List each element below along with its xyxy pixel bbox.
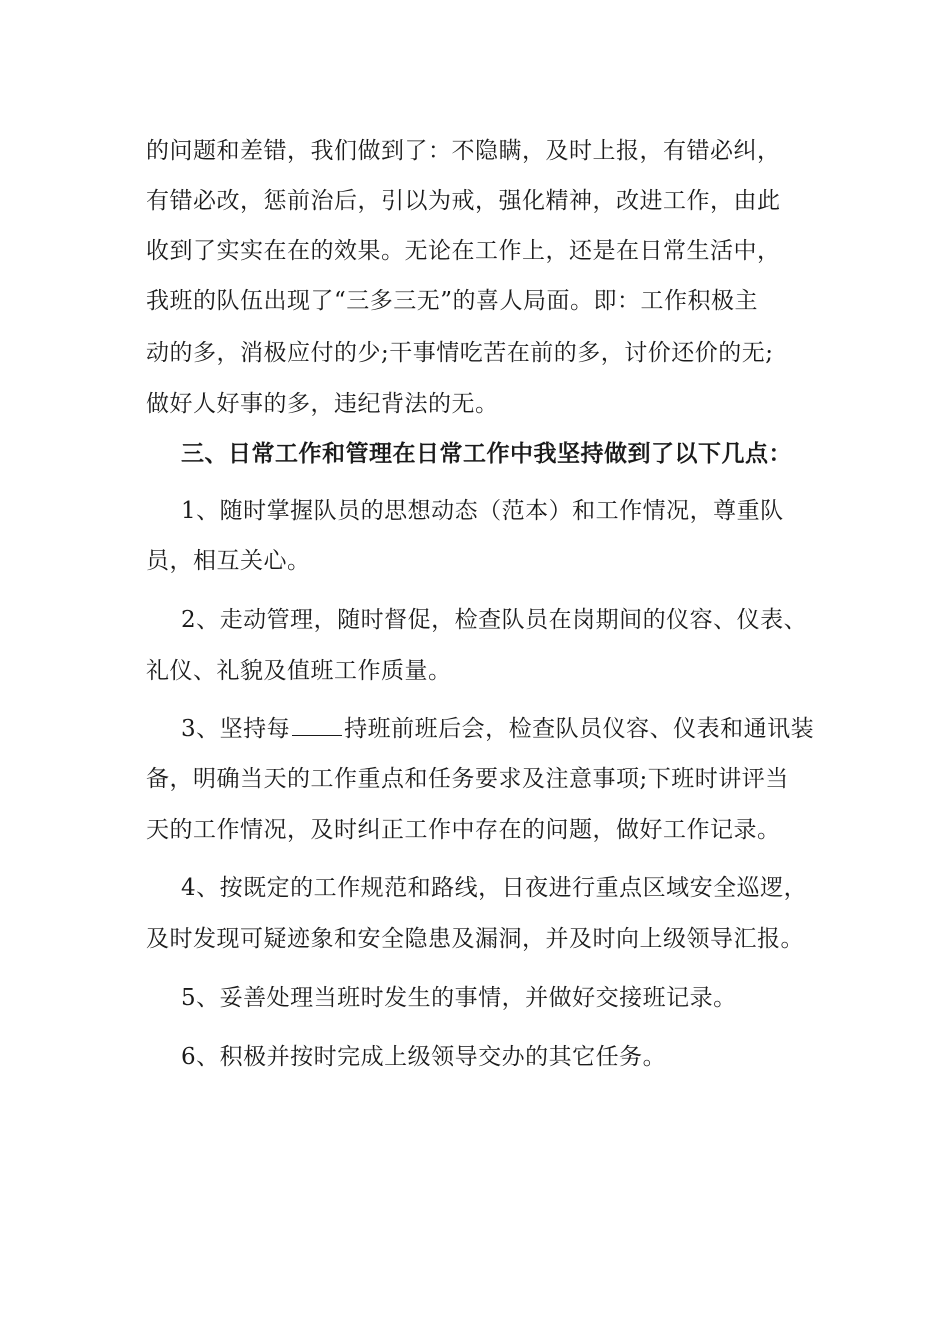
item-3-prefix: 3、坚持每 <box>181 716 291 742</box>
intro-line-3: 收到了实实在在的效果。无论在工作上，还是在日常生活中， <box>146 238 781 264</box>
item-1-line-2: 员，相互关心。 <box>146 548 311 574</box>
intro-line-4: 我班的队伍出现了“三多三无”的喜人局面。即：工作积极主 <box>146 288 759 314</box>
item-3-line-3: 天的工作情况，及时纠正工作中存在的问题，做好工作记录。 <box>146 817 781 843</box>
section-heading: 三、日常工作和管理在日常工作中我坚持做到了以下几点： <box>181 440 792 467</box>
item-6-line-1: 6、积极并按时完成上级领导交办的其它任务。 <box>181 1044 667 1070</box>
item-2-line-2: 礼仪、礼貌及值班工作质量。 <box>146 658 452 684</box>
intro-line-6: 做好人好事的多，违纪背法的无。 <box>146 391 499 417</box>
intro-line-5: 动的多，消极应付的少;干事情吃苦在前的多，讨价还价的无; <box>146 340 774 366</box>
item-3-suffix: 持班前班后会，检查队员仪容、仪表和通讯装 <box>344 716 815 742</box>
item-4-line-2: 及时发现可疑迹象和安全隐患及漏洞，并及时向上级领导汇报。 <box>146 926 804 952</box>
item-1-line-1: 1、随时掌握队员的思想动态（范本）和工作情况，尊重队 <box>181 498 784 524</box>
fill-in-blank <box>292 715 342 736</box>
item-2-line-1: 2、走动管理，随时督促，检查队员在岗期间的仪容、仪表、 <box>181 607 808 633</box>
intro-line-2: 有错必改，惩前治后，引以为戒，强化精神，改进工作，由此 <box>146 188 781 214</box>
item-4-line-1: 4、按既定的工作规范和路线，日夜进行重点区域安全巡逻， <box>181 875 808 901</box>
item-3-line-1 <box>181 714 814 744</box>
intro-line-1: 的问题和差错，我们做到了：不隐瞒，及时上报，有错必纠， <box>146 138 781 164</box>
item-3-line-2: 备，明确当天的工作重点和任务要求及注意事项;下班时讲评当 <box>146 766 789 792</box>
item-5-line-1: 5、妥善处理当班时发生的事情，并做好交接班记录。 <box>181 985 737 1011</box>
